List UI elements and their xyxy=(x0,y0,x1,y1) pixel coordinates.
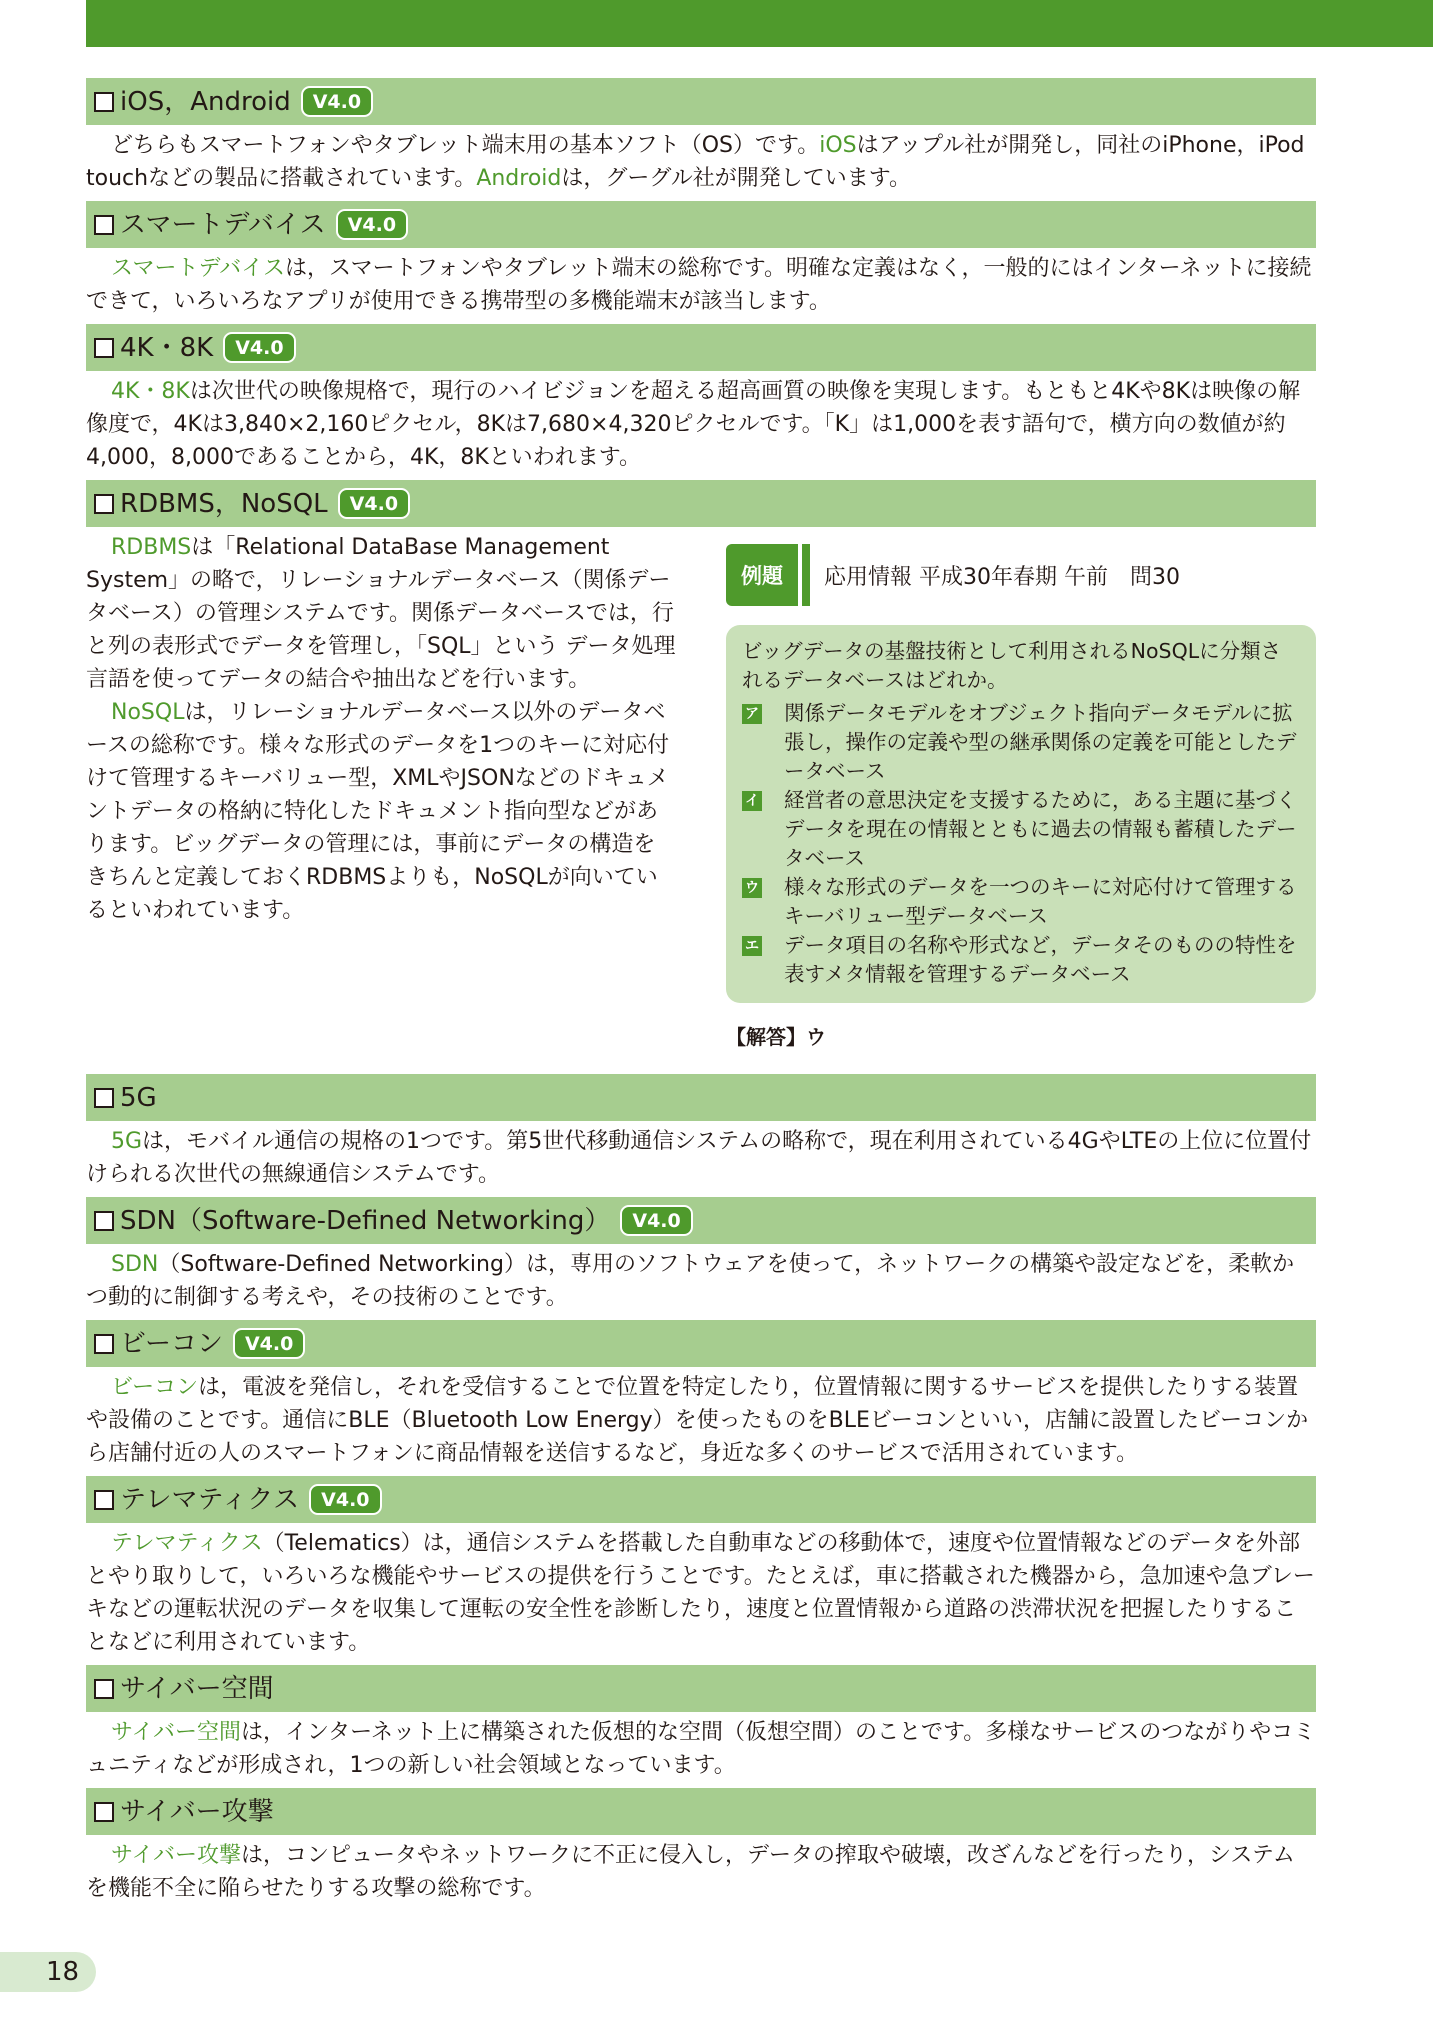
section-body: テレマティクス（Telematics）は，通信システムを搭載した自動車などの移動体で，速度や位置情報などのデータを外部とやり取りして，いろいろな機能やサービスの提供を行うことです。たとえば，車に搭載された機器から，急加速や急ブレーキなどの運転状況のデータを収集して運転の安全性を診断したり，速度と位置情報から道路の渋滞状況を把握したりすることなどに利用されています。 xyxy=(86,1531,1315,1655)
checkbox-icon[interactable] xyxy=(94,494,114,514)
rdbms-two-column xyxy=(86,531,1316,1050)
page-content xyxy=(86,78,1316,1911)
example-option xyxy=(742,931,1300,989)
example-option xyxy=(742,786,1300,873)
checkbox-icon[interactable] xyxy=(94,1679,114,1699)
section-header-cyber-space xyxy=(86,1665,1316,1712)
keyword: テレマティクス xyxy=(111,1531,263,1556)
section-title: 4K・8K xyxy=(120,332,214,363)
option-mark: ウ xyxy=(742,878,762,898)
option-mark: ア xyxy=(742,704,762,724)
section-header-smart-device xyxy=(86,201,1316,248)
example-question: ビッグデータの基盤技術として利用されるNoSQLに分類されるデータベースはどれか。 xyxy=(742,639,1282,692)
keyword: iOS xyxy=(819,133,857,158)
section-body: ビーコンは，電波を発信し，それを受信することで位置を特定したり，位置情報に関するサービスを提供したりする装置や設備のことです。通信にBLE（Bluetooth Low Energy）を使ったものをBLEビーコンといい，店舗に設置したビーコンから店舗付近の人のスマートフォンに商品情報を送信するなど，身近な多くのサービスで活用されています。 xyxy=(86,1375,1309,1466)
keyword: Android xyxy=(476,166,562,191)
section-title: 5G xyxy=(120,1082,157,1113)
checkbox-icon[interactable] xyxy=(94,338,114,358)
rdbms-body xyxy=(86,531,676,1050)
keyword: 4K・8K xyxy=(111,379,190,404)
example-box xyxy=(726,625,1316,1003)
option-mark: イ xyxy=(742,791,762,811)
version-badge: V4.0 xyxy=(620,1205,692,1236)
section-title: サイバー空間 xyxy=(120,1673,274,1704)
section-body: どちらもスマートフォンやタブレット端末用の基本ソフト（OS）です。iOSはアップル社が開発し，同社のiPhone，iPod touchなどの製品に搭載されています。Androidは，グーグル社が開発しています。 xyxy=(86,133,1305,191)
keyword: ビーコン xyxy=(111,1375,199,1400)
example-option xyxy=(742,873,1300,931)
checkbox-icon[interactable] xyxy=(94,92,114,112)
section-body: 5Gは，モバイル通信の規格の1つです。第5世代移動通信システムの略称で，現在利用されている4GやLTEの上位に位置付けられる次世代の無線通信システムです。 xyxy=(86,1129,1312,1187)
option-text: 関係データモデルをオブジェクト指向データモデルに拡張し，操作の定義や型の継承関係の定義を可能としたデータベース xyxy=(784,701,1297,783)
section-title: RDBMS，NoSQL xyxy=(120,488,328,519)
example-option xyxy=(742,699,1300,786)
section-header-ios-android xyxy=(86,78,1316,125)
section-header-cyber-attack xyxy=(86,1788,1316,1835)
section-body: 4K・8Kは次世代の映像規格で，現行のハイビジョンを超える超高画質の映像を実現します。もともと4Kや8Kは映像の解像度で，4Kは3,840×2,160ピクセル，8Kは7,680×4,320ピクセルです。「K」は1,000を表す語句で，横方向の数値が約4,000，8,000であることから，4K，8Kといわれます。 xyxy=(86,379,1301,470)
section-body: サイバー攻撃は，コンピュータやネットワークに不正に侵入し，データの搾取や破壊，改ざんなどを行ったり，システムを機能不全に陥らせたりする攻撃の総称です。 xyxy=(86,1843,1295,1901)
example-source: 応用情報 平成30年春期 午前 問30 xyxy=(824,564,1180,590)
section-header-sdn xyxy=(86,1197,1316,1244)
checkbox-icon[interactable] xyxy=(94,1088,114,1108)
version-badge: V4.0 xyxy=(233,1328,305,1359)
section-header-rdbms-nosql xyxy=(86,480,1316,527)
keyword: NoSQL xyxy=(111,700,185,725)
section-header-5g xyxy=(86,1074,1316,1121)
checkbox-icon[interactable] xyxy=(94,1334,114,1354)
version-badge: V4.0 xyxy=(309,1484,381,1515)
example-panel xyxy=(726,531,1316,1050)
section-header-4k-8k xyxy=(86,324,1316,371)
option-mark: エ xyxy=(742,936,762,956)
section-body: サイバー空間は，インターネット上に構築された仮想的な空間（仮想空間）のことです。多様なサービスのつながりやコミュニティなどが形成され，1つの新しい社会領域となっています。 xyxy=(86,1720,1316,1778)
section-title: ビーコン xyxy=(120,1328,223,1359)
option-text: 経営者の意思決定を支援するために，ある主題に基づくデータを現在の情報とともに過去の情報も蓄積したデータベース xyxy=(784,788,1297,870)
page-number: 18 xyxy=(0,1952,96,1992)
nosql-paragraph: NoSQLは，リレーショナルデータベース以外のデータベースの総称です。様々な形式のデータを1つのキーに対応付けて管理するキーバリュー型，XMLやJSONなどのドキュメントデータの格納に特化したドキュメント指向型などがあります。ビッグデータの管理には，事前にデータの構造をきちんと定義しておくRDBMSよりも，NoSQLが向いているといわれています。 xyxy=(86,700,670,923)
checkbox-icon[interactable] xyxy=(94,215,114,235)
option-text: 様々な形式のデータを一つのキーに対応付けて管理するキーバリュー型データベース xyxy=(784,875,1297,928)
version-badge: V4.0 xyxy=(338,488,410,519)
example-answer: 【解答】ウ xyxy=(726,1025,826,1049)
checkbox-icon[interactable] xyxy=(94,1211,114,1231)
keyword: サイバー攻撃 xyxy=(111,1843,242,1868)
checkbox-icon[interactable] xyxy=(94,1802,114,1822)
section-body: スマートデバイスは，スマートフォンやタブレット端末の総称です。明確な定義はなく，一般的にはインターネットに接続できて，いろいろなアプリが使用できる携帯型の多機能端末が該当します。 xyxy=(86,256,1312,314)
example-tag: 例題 xyxy=(726,544,798,606)
version-badge: V4.0 xyxy=(223,332,295,363)
section-header-beacon xyxy=(86,1320,1316,1367)
keyword: 5G xyxy=(111,1129,143,1154)
option-text: データ項目の名称や形式など，データそのものの特性を表すメタ情報を管理するデータベース xyxy=(784,933,1297,986)
rdbms-paragraph: RDBMSは「Relational DataBase Management System」の略で，リレーショナルデータベース（関係データベース）の管理システムです。関係データベースでは，行と列の表形式でデータを管理し，「SQL」という データ処理言語を使ってデータの結合や抽出などを行います。 xyxy=(86,535,676,692)
example-header xyxy=(726,543,1316,607)
section-title: スマートデバイス xyxy=(120,209,326,240)
keyword: SDN xyxy=(111,1252,159,1277)
section-title: SDN（Software-Defined Networking） xyxy=(120,1205,611,1236)
version-badge: V4.0 xyxy=(301,86,373,117)
keyword: スマートデバイス xyxy=(111,256,286,281)
header-band xyxy=(86,0,1433,47)
example-tag-bar xyxy=(802,544,810,606)
keyword: サイバー空間 xyxy=(111,1720,242,1745)
checkbox-icon[interactable] xyxy=(94,1490,114,1510)
version-badge: V4.0 xyxy=(336,209,408,240)
section-body: SDN（Software-Defined Networking）は，専用のソフトウェアを使って，ネットワークの構築や設定などを，柔軟かつ動的に制御する考えや，その技術のことです。 xyxy=(86,1252,1295,1310)
section-header-telematics xyxy=(86,1476,1316,1523)
section-title: iOS，Android xyxy=(120,86,291,117)
section-title: サイバー攻撃 xyxy=(120,1796,274,1827)
keyword: RDBMS xyxy=(111,535,192,560)
section-title: テレマティクス xyxy=(120,1484,300,1515)
